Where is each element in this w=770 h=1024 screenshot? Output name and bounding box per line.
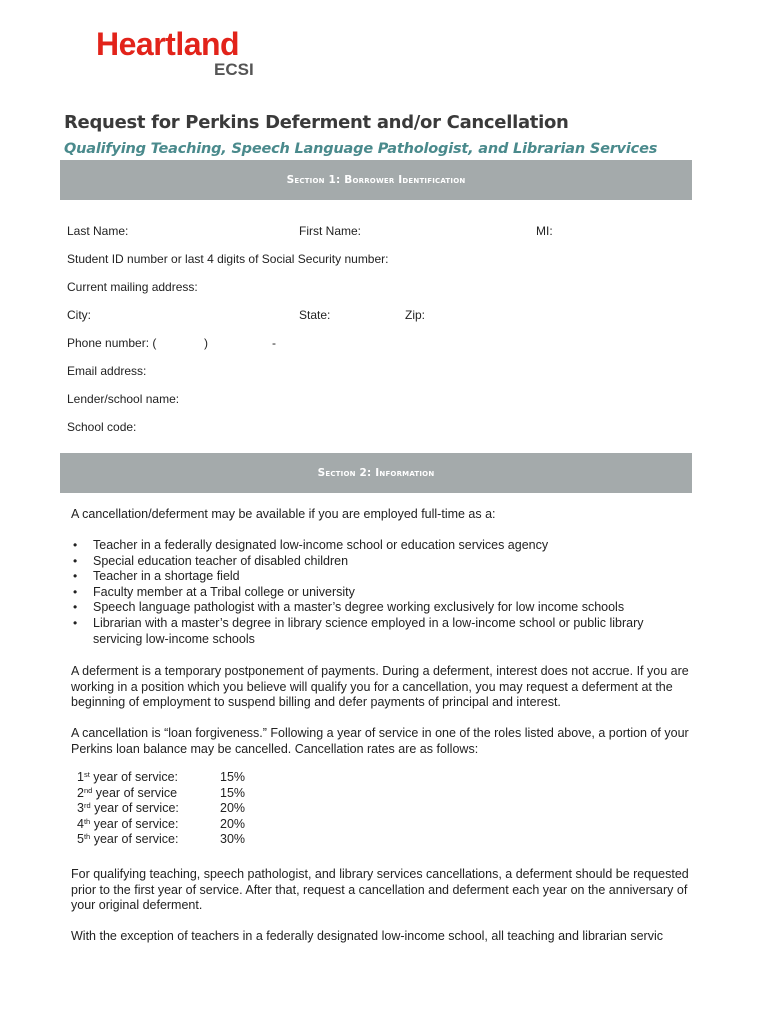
list-item: • Teacher in a shortage field xyxy=(73,569,240,584)
list-item: • Speech language pathologist with a master’s degree working exclusively for low income schools xyxy=(73,600,625,615)
phone-label: Phone number: ( xyxy=(67,336,157,350)
email-label: Email address: xyxy=(67,364,147,378)
rate-row: 4th year of service: 20% xyxy=(77,816,246,831)
logo-sub: ECSI xyxy=(214,60,254,79)
logo-brand: Heartland xyxy=(96,26,240,62)
bullet-icon: • xyxy=(73,615,78,630)
bullet-icon: • xyxy=(73,553,78,568)
bullet-icon: • xyxy=(73,600,78,615)
rate-row: 1st year of service: 15% xyxy=(77,770,246,784)
section-1-header xyxy=(60,160,692,200)
first-name-label: First Name: xyxy=(299,224,362,238)
qualifying-paragraph: For qualifying teaching, speech pathologist, and library services cancellations, a deferment should be requested prior to the first year of service. After that, request a cancellation and deferment each year on the anniversary of your original deferment. xyxy=(71,867,689,912)
city-label: City: xyxy=(67,308,91,322)
section-2-header xyxy=(60,453,692,493)
rate-value: 20% xyxy=(220,816,246,831)
intro-text: A cancellation/deferment may be available if you are employed full-time as a: xyxy=(71,507,496,521)
exception-paragraph: With the exception of teachers in a federally designated low-income school, all teaching and librarian servic xyxy=(71,929,663,943)
mailing-address-label: Current mailing address: xyxy=(67,280,198,294)
bullet-icon: • xyxy=(73,569,78,584)
lender-school-label: Lender/school name: xyxy=(67,392,180,406)
section-2-label: Section 2: Information xyxy=(317,467,435,479)
phone-paren-close: ) xyxy=(204,336,208,350)
document-title: Request for Perkins Deferment and/or Cancellation xyxy=(64,112,569,133)
student-id-label: Student ID number or last 4 digits of Social Security number: xyxy=(67,252,389,266)
cancellation-rates-table xyxy=(77,770,377,848)
bullet-icon: • xyxy=(73,584,78,599)
heartland-ecsi-logo xyxy=(96,26,256,86)
school-code-label: School code: xyxy=(67,420,137,434)
deferment-paragraph: A deferment is a temporary postponement of payments. During a deferment, interest does not accrue. If you are working in a position which you believe will qualify you for a cancellation, you may request a deferment at the beginning of employment to suspend billing and defer payments of principal and interest. xyxy=(71,664,689,709)
rate-value: 20% xyxy=(220,801,246,816)
rate-row: 5th year of service: 30% xyxy=(77,832,246,847)
last-name-label: Last Name: xyxy=(67,224,129,238)
list-item: • Librarian with a master’s degree in library science employed in a low-income school or public library servicing low-income schools xyxy=(73,615,644,646)
state-label: State: xyxy=(299,308,331,322)
rate-row: 3rd year of service: 20% xyxy=(77,801,246,816)
mi-label: MI: xyxy=(536,224,553,238)
rate-value: 30% xyxy=(220,832,246,847)
phone-dash: - xyxy=(272,336,276,350)
bullet-icon: • xyxy=(73,538,78,552)
list-item: • Special education teacher of disabled children xyxy=(73,553,349,568)
list-item: • Teacher in a federally designated low-income school or education services agency xyxy=(73,538,549,552)
cancellation-paragraph: A cancellation is “loan forgiveness.” Following a year of service in one of the roles listed above, a portion of your Perkins loan balance may be cancelled. Cancellation rates are as follows: xyxy=(71,726,689,756)
list-item: • Faculty member at a Tribal college or university xyxy=(73,584,355,599)
eligible-roles-list xyxy=(71,538,671,647)
rate-value: 15% xyxy=(220,770,246,784)
zip-label: Zip: xyxy=(405,308,426,322)
rate-value: 15% xyxy=(220,785,246,800)
section-1-label: Section 1: Borrower Identification xyxy=(286,174,466,186)
document-subtitle: Qualifying Teaching, Speech Language Pathologist, and Librarian Services xyxy=(64,141,658,157)
rate-row: 2nd year of service 15% xyxy=(77,785,246,800)
